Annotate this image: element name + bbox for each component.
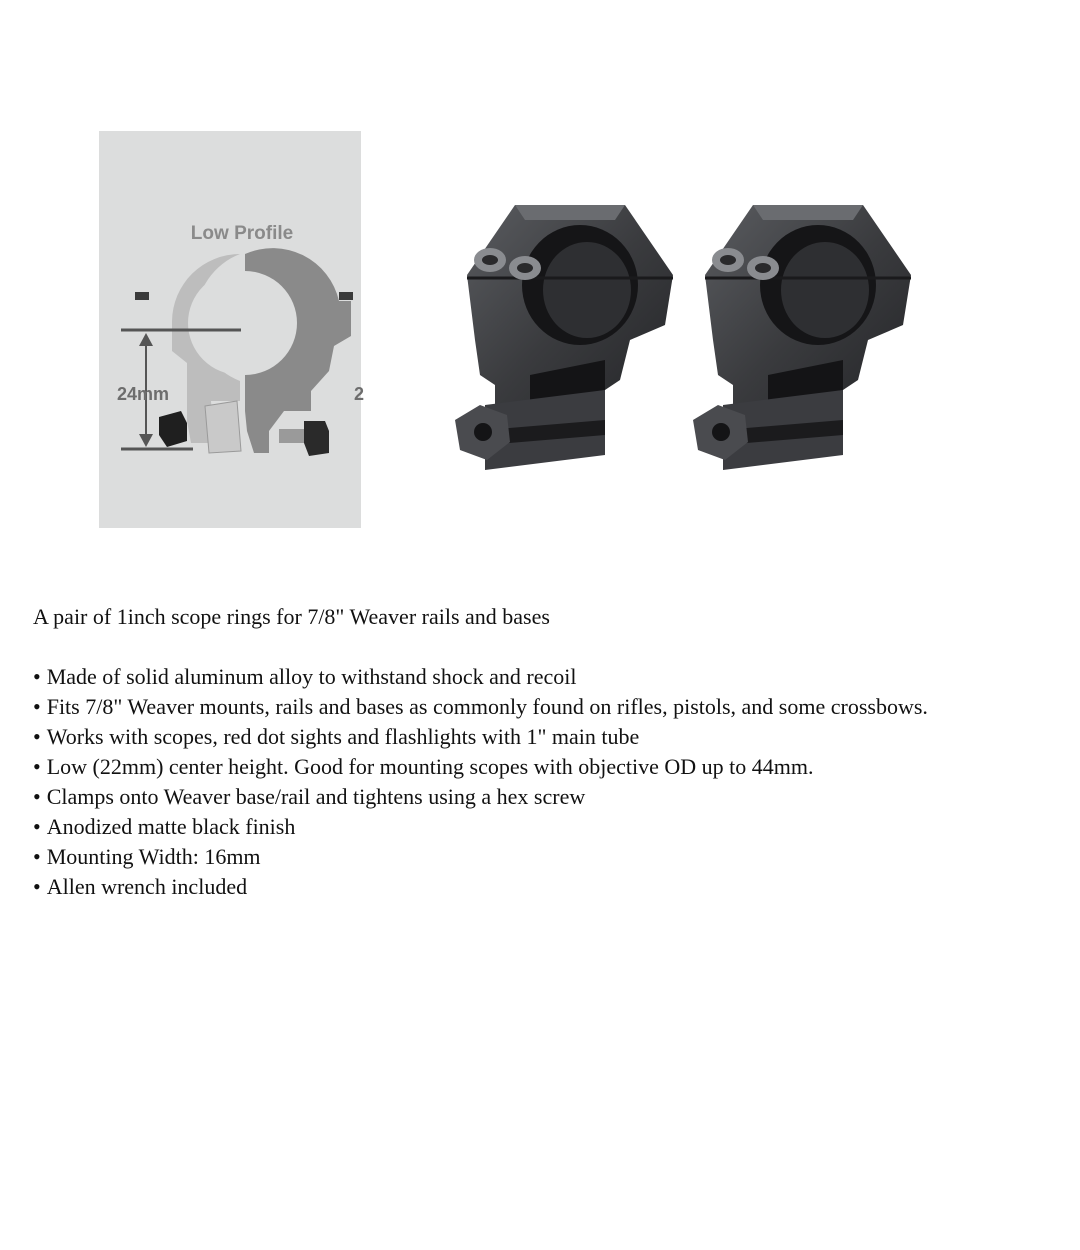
feature-item: • Low (22mm) center height. Good for mounting scopes with objective OD up to 44mm. xyxy=(33,752,1073,782)
scope-rings-photo xyxy=(455,180,965,490)
hex-nut-left xyxy=(159,411,187,447)
feature-item: • Works with scopes, red dot sights and flashlights with 1" main tube xyxy=(33,722,1073,752)
feature-list xyxy=(33,662,1073,902)
feature-item: • Anodized matte black finish xyxy=(33,812,1073,842)
product-description xyxy=(33,602,1073,902)
diagram-cut-label: 2 xyxy=(354,384,365,404)
diagram-title: Low Profile xyxy=(190,223,294,244)
feature-item: • Allen wrench included xyxy=(33,872,1073,902)
feature-item: • Fits 7/8" Weaver mounts, rails and bases as commonly found on rifles, pistols, and some crossbows. xyxy=(33,692,1073,722)
product-intro: A pair of 1inch scope rings for 7/8" Weaver rails and bases xyxy=(33,604,550,629)
ring-profile-drawing xyxy=(99,131,361,528)
feature-item: • Mounting Width: 16mm xyxy=(33,842,1073,872)
feature-item: • Made of solid aluminum alloy to withstand shock and recoil xyxy=(33,662,1073,692)
diagram-dimension-label: 24mm xyxy=(117,384,170,404)
ring-profile-diagram xyxy=(99,131,365,528)
scope-ring-left xyxy=(455,205,673,470)
hex-nut-right xyxy=(304,421,329,456)
feature-item: • Clamps onto Weaver base/rail and tightens using a hex screw xyxy=(33,782,1073,812)
scope-ring-right xyxy=(693,205,911,470)
